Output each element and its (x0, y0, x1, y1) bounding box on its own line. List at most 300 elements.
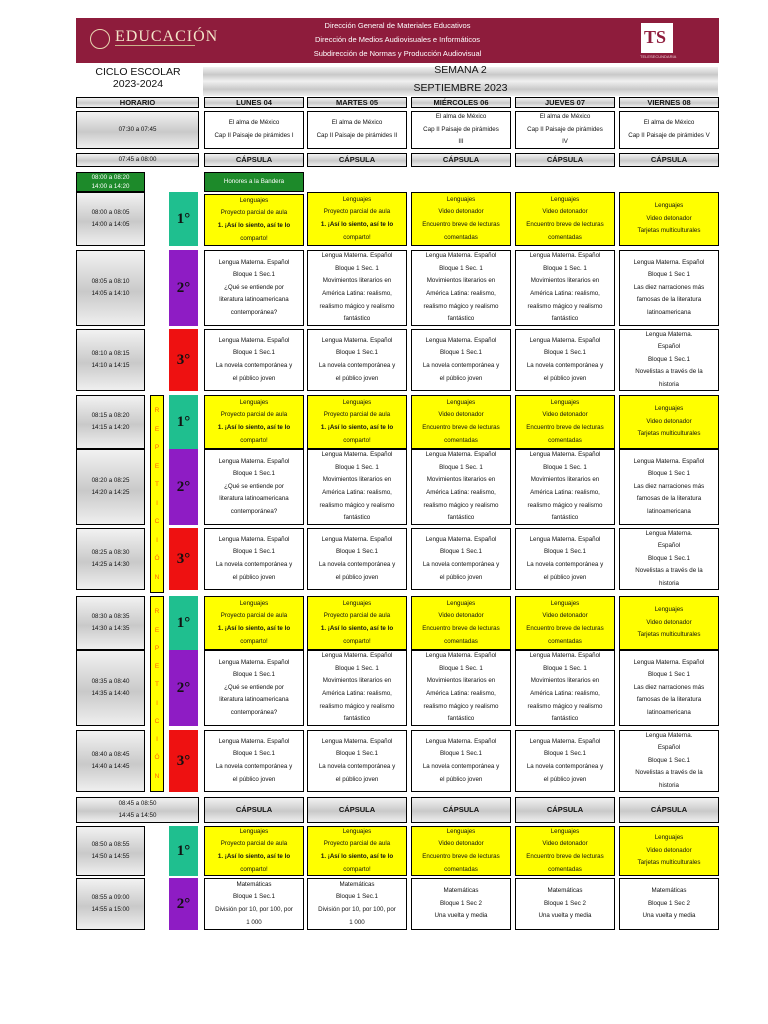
program-cell-line: Las diez narraciones más (633, 482, 705, 490)
program-cell-line: 1. ¡Así lo siento, así te lo (217, 853, 291, 860)
semana-label: SEMANA 2 (434, 64, 487, 76)
program-cell-line: Lenguajes (342, 827, 372, 835)
program-cell-line: Lengua Materna. Español (218, 457, 290, 465)
program-cell-line: Video detonador (646, 618, 692, 626)
program-cell-line: Lengua Materna. Español (321, 451, 393, 459)
program-cell-line: realismo mágico y realismo (319, 702, 395, 710)
capsula-cell-label: CÁPSULA (338, 155, 376, 164)
program-cell-line: realismo mágico y realismo (527, 501, 603, 509)
repeticion-label (150, 395, 164, 593)
time-cell-line: 14:10 a 14:15 (91, 362, 130, 369)
program-cell-line: Video detonador (438, 840, 484, 848)
program-cell-line: Bloque 1 Sec.1 (544, 548, 586, 556)
program-cell (307, 250, 407, 326)
honores-time-line: 14:00 a 14:20 (91, 183, 130, 190)
program-cell (307, 329, 407, 391)
program-cell-line: 1. ¡Así lo siento, así te lo (217, 424, 291, 431)
program-cell-line: Bloque 1 Sec 1 (648, 671, 690, 679)
program-cell (515, 250, 615, 326)
program-cell-line: Lenguajes (550, 827, 580, 835)
program-cell (619, 329, 719, 391)
program-cell (204, 395, 304, 449)
program-cell-line: realismo mágico y realismo (423, 702, 499, 710)
program-cell-line: el público joven (232, 573, 276, 581)
grade-badge: 2° (169, 878, 198, 930)
program-cell (515, 596, 615, 650)
program-cell-line: Bloque 1 Sec 1 (648, 271, 690, 279)
program-cell-line: el público joven (439, 374, 483, 382)
program-cell-line: Matemáticas (651, 887, 687, 895)
program-cell-line: Proyecto parcial de aula (323, 612, 391, 620)
program-cell-line: Movimientos literarios en (322, 476, 392, 484)
program-cell-line: comparto! (343, 637, 371, 645)
capsula-cell (204, 153, 304, 167)
program-cell-line: Encuentro breve de lecturas (422, 424, 500, 431)
program-cell-line: Lenguajes (654, 202, 684, 210)
program-cell-line: Bloque 1 Sec. 1 (335, 664, 379, 672)
capsula-cell (307, 153, 407, 167)
capsula-cell-label: CÁPSULA (338, 805, 376, 814)
grade-badge: 3° (169, 730, 198, 792)
program-cell (204, 111, 304, 149)
program-cell-line: Matemáticas (547, 887, 583, 895)
program-cell-line: Encuentro breve de lecturas (422, 853, 500, 860)
program-cell-line: La novela contemporánea y (215, 561, 293, 568)
program-cell-line: Encuentro breve de lecturas (526, 625, 604, 632)
program-cell-line: Tarjetas multiculturales (637, 631, 701, 639)
program-cell-line: Lengua Materna. Español (425, 451, 497, 459)
program-cell-line: Proyecto parcial de aula (220, 612, 288, 620)
time-cell (76, 730, 145, 792)
program-cell (204, 329, 304, 391)
program-cell-line: Novelistas a través de la (635, 567, 703, 575)
program-cell-line: comparto! (343, 436, 371, 444)
program-cell-line: Bloque 1 Sec. 1 (439, 264, 483, 272)
program-cell-line: Lengua Materna. Español (321, 252, 393, 260)
day-header (515, 97, 615, 108)
program-cell (307, 878, 407, 930)
program-cell-line: Bloque 1 Sec.1 (336, 349, 378, 357)
program-cell (411, 878, 511, 930)
program-cell-line: Movimientos literarios en (530, 277, 600, 285)
program-cell-line: realismo mágico y realismo (319, 501, 395, 509)
program-cell-line: Lengua Materna. Español (321, 652, 393, 660)
program-cell-line: Proyecto parcial de aula (323, 411, 391, 419)
program-cell (307, 826, 407, 876)
program-cell-line: Español (657, 343, 681, 351)
horario-header-label: HORARIO (119, 97, 156, 107)
program-cell-line: Lenguajes (342, 195, 372, 203)
program-cell-line: Tarjetas multiculturales (637, 859, 701, 867)
capsula-cell-label: CÁPSULA (650, 155, 688, 164)
program-cell-line: Bloque 1 Sec.1 (233, 671, 275, 679)
time-cell (76, 192, 145, 246)
program-cell-line: Lengua Materna. Español (218, 336, 290, 344)
day-header (307, 97, 407, 108)
program-cell-line: Lengua Materna. (645, 330, 693, 338)
program-cell-line: Bloque 1 Sec.1 (544, 349, 586, 357)
repeticion-letter: I (156, 736, 158, 744)
program-cell-line: Bloque 1 Sec 1 (648, 470, 690, 478)
program-cell-line: Bloque 1 Sec.1 (544, 750, 586, 758)
program-cell-line: Bloque 1 Sec.1 (336, 893, 378, 901)
time-cell (76, 153, 199, 167)
repeticion-letter: P (154, 444, 160, 452)
program-cell-line: literatura latinoamericana (219, 495, 289, 503)
program-cell-line: comentadas (548, 865, 582, 873)
time-cell-line: 07:30 a 07:45 (118, 125, 157, 133)
time-cell-line: 14:30 a 14:35 (91, 625, 130, 632)
program-cell-line: fantástico (551, 715, 579, 723)
program-cell-line: La novela contemporánea y (318, 561, 396, 568)
program-cell-line: América Latina: realismo, (322, 690, 392, 697)
time-cell (76, 797, 199, 823)
program-cell-line: 1. ¡Así lo siento, así te lo (320, 424, 394, 431)
program-cell-line: Bloque 1 Sec. 1 (439, 463, 483, 471)
repeticion-letter: I (156, 536, 158, 544)
program-cell-line: el público joven (232, 374, 276, 382)
time-cell-line: 08:20 a 08:25 (91, 476, 130, 484)
program-cell-line: Bloque 1 Sec.1 (648, 756, 690, 764)
program-cell-line: Lenguajes (342, 599, 372, 607)
program-cell-line: Bloque 1 Sec. 1 (543, 664, 587, 672)
repeticion-letter: Ó (154, 754, 160, 762)
program-cell-line: Lenguajes (550, 195, 580, 203)
program-cell-line: realismo mágico y realismo (423, 501, 499, 509)
program-cell-line: Lenguajes (550, 398, 580, 406)
horario-header (76, 97, 199, 108)
day-header-label: MARTES 05 (335, 97, 379, 107)
program-cell-line: Encuentro breve de lecturas (526, 853, 604, 860)
program-cell-line: Movimientos literarios en (322, 277, 392, 285)
time-cell (76, 826, 145, 876)
time-cell (76, 878, 145, 930)
capsula-cell-label: CÁPSULA (546, 155, 584, 164)
time-cell-line: 14:05 a 14:10 (91, 290, 130, 297)
program-cell-line: Matemáticas (443, 887, 479, 895)
grade-badge: 2° (169, 449, 198, 525)
program-cell-line: Bloque 1 Sec. 1 (543, 463, 587, 471)
program-cell-line: Lengua Materna. Español (425, 652, 497, 660)
program-cell (307, 596, 407, 650)
grade-badge: 1° (169, 192, 198, 246)
program-cell-line: comentadas (444, 436, 478, 444)
program-cell-line: El alma de México (643, 119, 695, 127)
program-cell-line: 1. ¡Así lo siento, así te lo (320, 853, 394, 860)
day-header-label: VIERNES 08 (647, 97, 691, 107)
program-cell-line: historia (659, 781, 679, 789)
program-cell-line: Lengua Materna. Español (529, 451, 601, 459)
time-cell-line: 14:35 a 14:40 (91, 690, 130, 697)
program-cell (307, 111, 407, 149)
time-cell-line: 07:45 a 08:00 (118, 155, 157, 163)
repeticion-letter: E (154, 626, 160, 634)
repeticion-letter: I (156, 699, 158, 707)
program-cell-line: Lengua Materna. Español (218, 737, 290, 745)
program-cell (411, 111, 511, 149)
logo-underline (115, 45, 195, 46)
program-cell (307, 449, 407, 525)
program-cell-line: América Latina: realismo, (530, 690, 600, 697)
repeticion-letter: N (154, 573, 160, 581)
program-cell-line: Proyecto parcial de aula (220, 840, 288, 848)
program-cell-line: Video detonador (646, 846, 692, 854)
program-cell-line: Encuentro breve de lecturas (526, 424, 604, 431)
program-cell-line: comentadas (444, 637, 478, 645)
program-cell (515, 449, 615, 525)
program-cell (619, 730, 719, 792)
program-cell-line: Bloque 1 Sec. 1 (335, 463, 379, 471)
program-cell-line: comentadas (548, 233, 582, 241)
program-cell (411, 596, 511, 650)
program-cell-line: Bloque 1 Sec 2 (544, 899, 586, 907)
program-cell (411, 730, 511, 792)
program-cell-line: América Latina: realismo, (426, 489, 496, 496)
program-cell-line: Matemáticas (339, 880, 375, 888)
program-cell-line: Video detonador (646, 417, 692, 425)
program-cell-line: fantástico (447, 514, 475, 522)
program-cell (307, 192, 407, 246)
program-cell (204, 194, 304, 246)
program-cell-line: Bloque 1 Sec.1 (336, 548, 378, 556)
program-cell-line: América Latina: realismo, (322, 489, 392, 496)
program-cell (411, 329, 511, 391)
program-cell-line: Lengua Materna. Español (529, 652, 601, 660)
program-cell-line: América Latina: realismo, (530, 290, 600, 297)
time-cell (76, 250, 145, 326)
program-cell (619, 826, 719, 876)
program-cell (515, 878, 615, 930)
repeticion-label (150, 596, 164, 792)
program-cell-line: La novela contemporánea y (422, 763, 500, 770)
program-cell (515, 730, 615, 792)
program-cell (411, 650, 511, 726)
program-cell-line: comparto! (343, 233, 371, 241)
program-cell-line: Lenguajes (654, 405, 684, 413)
program-cell (619, 111, 719, 149)
program-cell-line: Bloque 1 Sec.1 (233, 548, 275, 556)
program-cell-line: 1. ¡Así lo siento, así te lo (217, 625, 291, 632)
program-cell-line: Lengua Materna. (645, 529, 693, 537)
program-cell-line: comparto! (240, 234, 268, 242)
program-cell-line: fantástico (551, 315, 579, 323)
capsula-cell-label: CÁPSULA (546, 805, 584, 814)
program-cell-line: Lenguajes (550, 599, 580, 607)
program-cell-line: comentadas (548, 637, 582, 645)
program-cell-line: América Latina: realismo, (426, 690, 496, 697)
program-cell-line: ¿Qué se entiende por (224, 683, 284, 691)
program-cell-line: comparto! (343, 865, 371, 873)
repeticion-letter: C (154, 717, 160, 725)
time-cell-line: 14:50 a 14:55 (91, 853, 130, 860)
sep-logo-text: EDUCACIÓN (115, 28, 219, 45)
program-cell (204, 449, 304, 525)
time-cell (76, 528, 145, 590)
program-cell-line: ¿Qué se entiende por (224, 283, 284, 291)
grade-badge: 2° (169, 250, 198, 326)
program-cell-line: famosas de la literatura (636, 296, 702, 304)
program-cell-line: Lengua Materna. Español (321, 336, 393, 344)
program-cell (204, 826, 304, 876)
time-cell (76, 596, 145, 650)
program-cell-line: comentadas (444, 233, 478, 241)
program-cell (515, 826, 615, 876)
program-cell-line: Lenguajes (239, 196, 269, 204)
program-cell-line: La novela contemporánea y (318, 763, 396, 770)
repeticion-letter: Ó (154, 555, 160, 563)
time-cell-line: 14:15 a 14:20 (91, 424, 130, 431)
program-cell-line: Bloque 1 Sec.1 (233, 349, 275, 357)
time-cell-line: 14:40 a 14:45 (91, 763, 130, 770)
day-header (204, 97, 304, 108)
time-cell-line: 14:55 a 15:00 (91, 906, 130, 913)
repeticion-letter: E (154, 663, 160, 671)
program-cell-line: Lenguajes (239, 599, 269, 607)
program-cell (515, 395, 615, 449)
program-cell-line: Lengua Materna. Español (529, 336, 601, 344)
time-cell-line: 08:00 a 08:05 (91, 208, 130, 216)
program-cell-line: Video detonador (542, 208, 588, 216)
program-cell-line: fantástico (343, 315, 371, 323)
program-cell-line: Movimientos literarios en (322, 677, 392, 685)
program-cell (515, 650, 615, 726)
program-cell-line: La novela contemporánea y (422, 362, 500, 369)
program-cell-line: Bloque 1 Sec.1 (440, 349, 482, 357)
time-cell-line: 08:50 a 08:55 (91, 840, 130, 848)
program-cell-line: Español (657, 744, 681, 752)
program-cell-line: realismo mágico y realismo (527, 702, 603, 710)
semana-bar (203, 64, 718, 81)
program-cell (204, 528, 304, 590)
honores-time (76, 172, 145, 192)
program-cell-line: Video detonador (542, 612, 588, 620)
program-cell-line: El alma de México (435, 113, 487, 121)
program-cell-line: latinoamericana (647, 507, 691, 515)
program-cell-line: Lengua Materna. Español (633, 658, 705, 666)
program-cell-line: Lengua Materna. Español (321, 535, 393, 543)
program-cell (619, 878, 719, 930)
time-cell-line: 08:40 a 08:45 (91, 750, 130, 758)
day-header (619, 97, 719, 108)
program-cell-line: Lenguajes (446, 599, 476, 607)
program-cell (411, 528, 511, 590)
program-cell-line: División por 10, por 100, por (318, 906, 396, 913)
program-cell-line: literatura latinoamericana (219, 296, 289, 304)
program-cell-line: Bloque 1 Sec.1 (233, 470, 275, 478)
program-cell-line: Lengua Materna. Español (218, 258, 290, 266)
telesecundaria-logo: TS (641, 23, 673, 53)
program-cell-line: Lengua Materna. Español (218, 658, 290, 666)
program-cell-line: literatura latinoamericana (219, 696, 289, 704)
program-cell-line: Movimientos literarios en (426, 476, 496, 484)
program-cell-line: el público joven (335, 573, 379, 581)
program-cell-line: el público joven (439, 573, 483, 581)
program-cell-line: Bloque 1 Sec.1 (233, 750, 275, 758)
day-header-label: LUNES 04 (236, 97, 272, 107)
header-line-3: Subdirección de Normas y Producción Audiovisual (313, 49, 482, 58)
program-cell (204, 650, 304, 726)
program-cell-line: Video detonador (542, 840, 588, 848)
repeticion-letter: N (154, 772, 160, 780)
program-cell-line: famosas de la literatura (636, 495, 702, 503)
program-cell-line: Cap II Paisaje de pirámides V (628, 132, 710, 139)
program-cell-line: Proyecto parcial de aula (220, 209, 288, 217)
capsula-cell-label: CÁPSULA (235, 155, 273, 164)
program-cell-line: América Latina: realismo, (322, 290, 392, 297)
capsula-cell-label: CÁPSULA (442, 805, 480, 814)
program-cell-line: 1. ¡Así lo siento, así te lo (320, 221, 394, 228)
program-cell-line: Cap II Paisaje de pirámides I (214, 132, 294, 139)
program-cell-line: Novelistas a través de la (635, 769, 703, 777)
program-cell-line: contemporánea? (230, 308, 278, 316)
program-cell (515, 192, 615, 246)
program-cell-line: 1. ¡Así lo siento, así te lo (320, 625, 394, 632)
program-cell-line: latinoamericana (647, 708, 691, 716)
program-cell-line: Lengua Materna. Español (529, 737, 601, 745)
program-cell-line: historia (659, 579, 679, 587)
grade-badge: 3° (169, 528, 198, 590)
program-cell-line: Lengua Materna. Español (321, 737, 393, 745)
program-cell-line: América Latina: realismo, (426, 290, 496, 297)
program-cell-line: Lenguajes (446, 398, 476, 406)
mes-bar (203, 81, 718, 96)
program-cell-line: Cap II Paisaje de pirámides (423, 125, 499, 133)
grade-badge: 1° (169, 395, 198, 449)
program-cell-line: famosas de la literatura (636, 696, 702, 704)
program-cell-line: el público joven (543, 573, 587, 581)
program-cell-line: Bloque 1 Sec 2 (648, 899, 690, 907)
program-cell-line: Lengua Materna. Español (425, 535, 497, 543)
program-cell (204, 878, 304, 930)
program-cell-line: Bloque 1 Sec.1 (440, 548, 482, 556)
repeticion-letter: R (154, 608, 160, 616)
program-cell-line: Movimientos literarios en (530, 677, 600, 685)
program-cell-line: contemporánea? (230, 708, 278, 716)
repeticion-letter: E (154, 462, 160, 470)
program-cell (307, 395, 407, 449)
program-cell-line: Video detonador (438, 612, 484, 620)
program-cell (619, 395, 719, 449)
ciclo-years: 2023-2024 (112, 78, 164, 90)
program-cell (204, 730, 304, 792)
time-cell-line: 08:10 a 08:15 (91, 349, 130, 357)
capsula-cell (204, 797, 304, 823)
grade-badge: 1° (169, 826, 198, 876)
program-cell-line: IV (562, 138, 568, 146)
program-cell-line: Video detonador (646, 214, 692, 222)
program-cell-line: 1 000 (246, 918, 262, 926)
repeticion-letter: C (154, 518, 160, 526)
program-cell-line: realismo mágico y realismo (423, 302, 499, 310)
time-cell-line: 14:45 a 14:50 (118, 812, 157, 819)
header-line-2: Dirección de Medios Audiovisuales e Informáticos (314, 35, 481, 44)
program-cell-line: Cap II Paisaje de pirámides (527, 125, 603, 133)
program-cell-line: La novela contemporánea y (215, 763, 293, 770)
program-cell (307, 730, 407, 792)
program-cell-line: Novelistas a través de la (635, 368, 703, 376)
program-cell-line: 1. ¡Así lo siento, así te lo (217, 222, 291, 229)
header-line-1: Dirección General de Materiales Educativos (324, 21, 471, 30)
capsula-cell (619, 153, 719, 167)
program-cell (619, 250, 719, 326)
program-cell-line: El alma de México (539, 113, 591, 121)
program-cell-line: Proyecto parcial de aula (323, 840, 391, 848)
program-cell-line: La novela contemporánea y (318, 362, 396, 369)
program-cell-line: Encuentro breve de lecturas (526, 221, 604, 228)
grade-badge: 2° (169, 650, 198, 726)
program-cell-line: comparto! (240, 637, 268, 645)
program-cell-line: Bloque 1 Sec.1 (440, 750, 482, 758)
